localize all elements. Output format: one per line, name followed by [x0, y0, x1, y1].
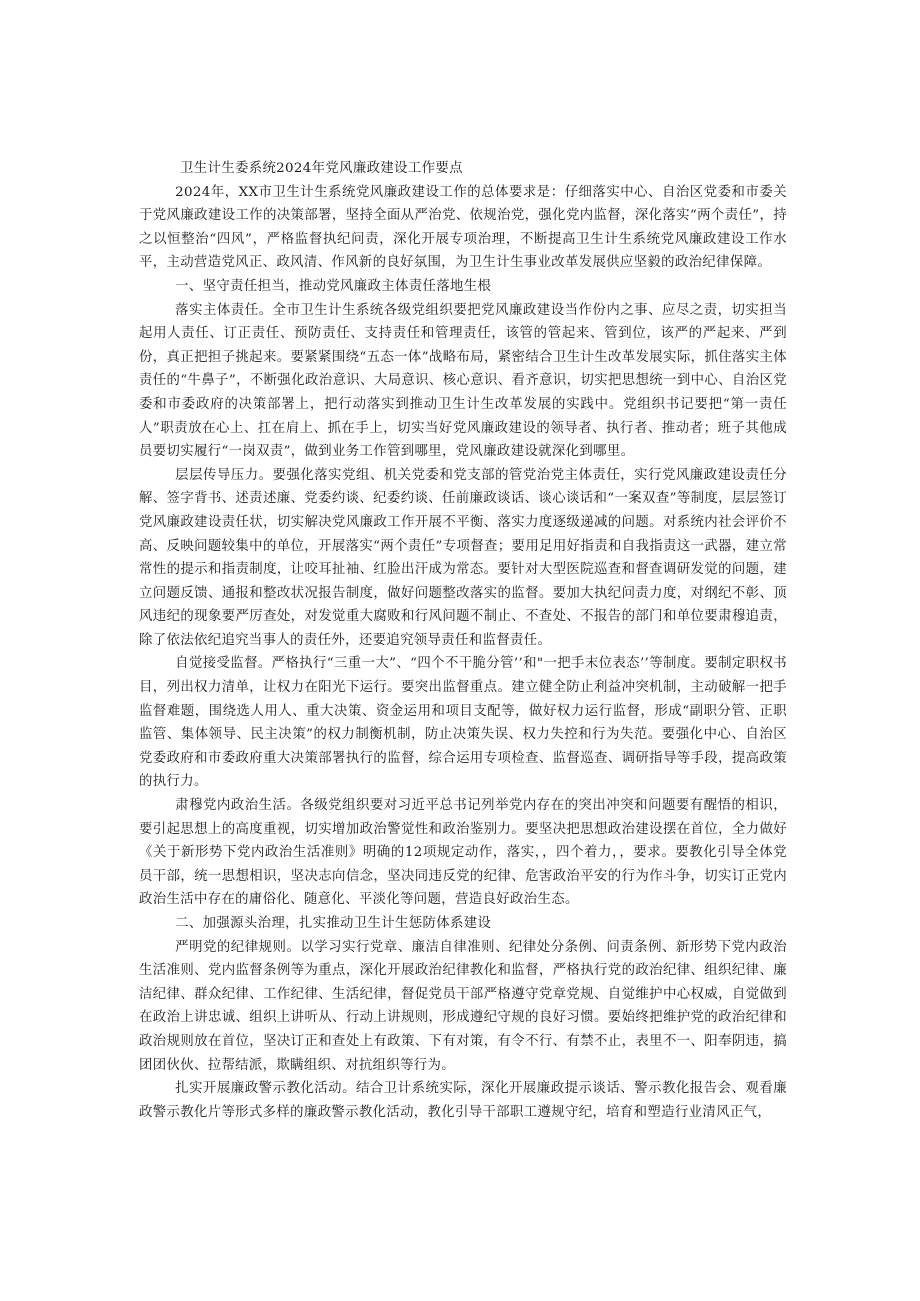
document-page	[139, 157, 787, 1124]
section-1-heading: 一、坚守责任担当，推动党风廉政主体责任落地生根	[175, 278, 492, 294]
intro-paragraph: 2024年，XX市卫生计生系统党风廉政建设工作的总体要求是：仔细落实中心、自治区党委和市委关于党风廉政建设工作的决策部署，坚持全面从严治党、依规治党，强化党内监督，深化落实“两个责任”，持之以恒整治“四风”，严格监督执纪问责，深化开展专项治理，不断提高卫生计生系统党风廉政建设工作水平，主动营造党风正、政风清、作风新的良好氛围，为卫生计生事业改革发展供应坚毅的政治纪律保障。	[139, 184, 787, 271]
document-title: 卫生计生委系统2024年党风廉政建设工作要点	[180, 161, 463, 176]
section-2-paragraph-1: 严明党的纪律规则。以学习实行党章、廉洁自律准则、纪律处分条例、问责条例、新形势下党内政治生活准则、党内监督条例等为重点，深化开展政治纪律教化和监督，严格执行党的政治纪律、组织纪律、廉洁纪律、群众纪律、工作纪律、生活纪律，督促党员干部严格遵守党章党规、自觉维护中心权威，自觉做到在政治上讲忠诚、组织上讲听从、行动上讲规则，形成遵纪守规的良好习惯。要始终把维护党的政治纪律和政治规则放在首位，坚决订正和查处上有政策、下有对策，有令不行、有禁不止，表里不一、阳奉阴违，搞团团伙伙、拉帮结派，欺瞒组织、对抗组织等行为。	[139, 939, 787, 1073]
section-1-paragraph-1: 落实主体责任。全市卫生计生系统各级党组织要把党风廉政建设当作份内之事、应尽之责，切实担当起用人责任、订正责任、预防责任、支持责任和管理责任，该管的管起来、管到位，该严的严起来、严到份，真正把担子挑起来。要紧紧围绕“五态一体”战略布局，紧密结合卫生计生改革发展实际，抓住落实主体责任的“牛鼻子”，不断强化政治意识、大局意识、核心意识、看齐意识，切实把思想统一到中心、自治区党委和市委政府的决策部署上，把行动落实到推动卫生计生改革发展的实践中。党组织书记要把“第一责任人”职责放在心上、扛在肩上、抓在手上，切实当好党风廉政建设的领导者、执行者、推动者；班子其他成员要切实履行“一岗双责”，做到业务工作管到哪里，党风廉政建设就深化到哪里。	[139, 302, 787, 460]
section-1-paragraph-4: 肃穆党内政治生活。各级党组织要对习近平总书记列举党内存在的突出冲突和问题要有醒悟的相识，要引起思想上的高度重视，切实增加政治警觉性和政治鉴别力。要坚决把思想政治建设摆在首位，全力做好《关于新形势下党内政治生活准则》明确的12项规定动作，落实，，四个着力，，要求。要教化引导全体党员干部，统一思想相识，坚决志向信念，坚决同违反党的纪律、危害政治平安的行为作斗争，切实订正党内政治生活中存在的庸俗化、随意化、平淡化等问题，营造良好政治生态。	[139, 798, 787, 908]
section-2-paragraph-2: 扎实开展廉政警示教化活动。结合卫计系统实际，深化开展廉政提示谈话、警示教化报告会、观看廉政警示教化片等形式多样的廉政警示教化活动，教化引导干部职工遵规守纪，培育和塑造行业清风正气，	[139, 1081, 787, 1120]
section-1-paragraph-2: 层层传导压力。要强化落实党组、机关党委和党支部的管党治党主体责任，实行党风廉政建设责任分解、签字背书、述责述廉、党委约谈、纪委约谈、任前廉政谈话、谈心谈话和“一案双查”等制度，层层签订党风廉政建设责任状，切实解决党风廉政工作开展不平衡、落实力度逐级递减的问题。对系统内社会评价不高、反映问题较集中的单位，开展落实“两个责任”专项督查；要用足用好指责和自我指责这一武器，建立常常性的提示和指责制度，让咬耳扯袖、红脸出汗成为常态。要针对大型医院巡查和督查调研发觉的问题，建立问题反馈、通报和整改状况报告制度，做好问题整改落实的监督。要加大执纪问责力度，对纲纪不彰、顶风违纪的现象要严厉查处，对发觉重大腐败和行风问题不制止、不查处、不报告的部门和单位要肃穆追责，除了依法依纪追究当事人的责任外，还要追究领导责任和监督责任。	[139, 467, 787, 648]
section-2-heading: 二、加强源头治理，扎实推动卫生计生惩防体系建设	[175, 916, 492, 931]
section-1-paragraph-3: 自觉接受监督。严格执行“三重一大”、“四个不干脆分管’’和"一把手末位表态’’等制度。要制定职权书目，列出权力清单，让权力在阳光下运行。要突出监督重点。建立健全防止利益冲突机制，主动破解一把手监督难题，围绕选人用人、重大决策、资金运用和项目支配等，做好权力运行监督，形成“副职分管、正职监管、集体领导、民主决策”的权力制衡机制，防止决策失误、权力失控和行为失范。要强化中心、自治区党委政府和市委政府重大决策部署执行的监督，综合运用专项检查、监督巡查、调研指导等手段，提高政策的执行力。	[139, 656, 787, 790]
